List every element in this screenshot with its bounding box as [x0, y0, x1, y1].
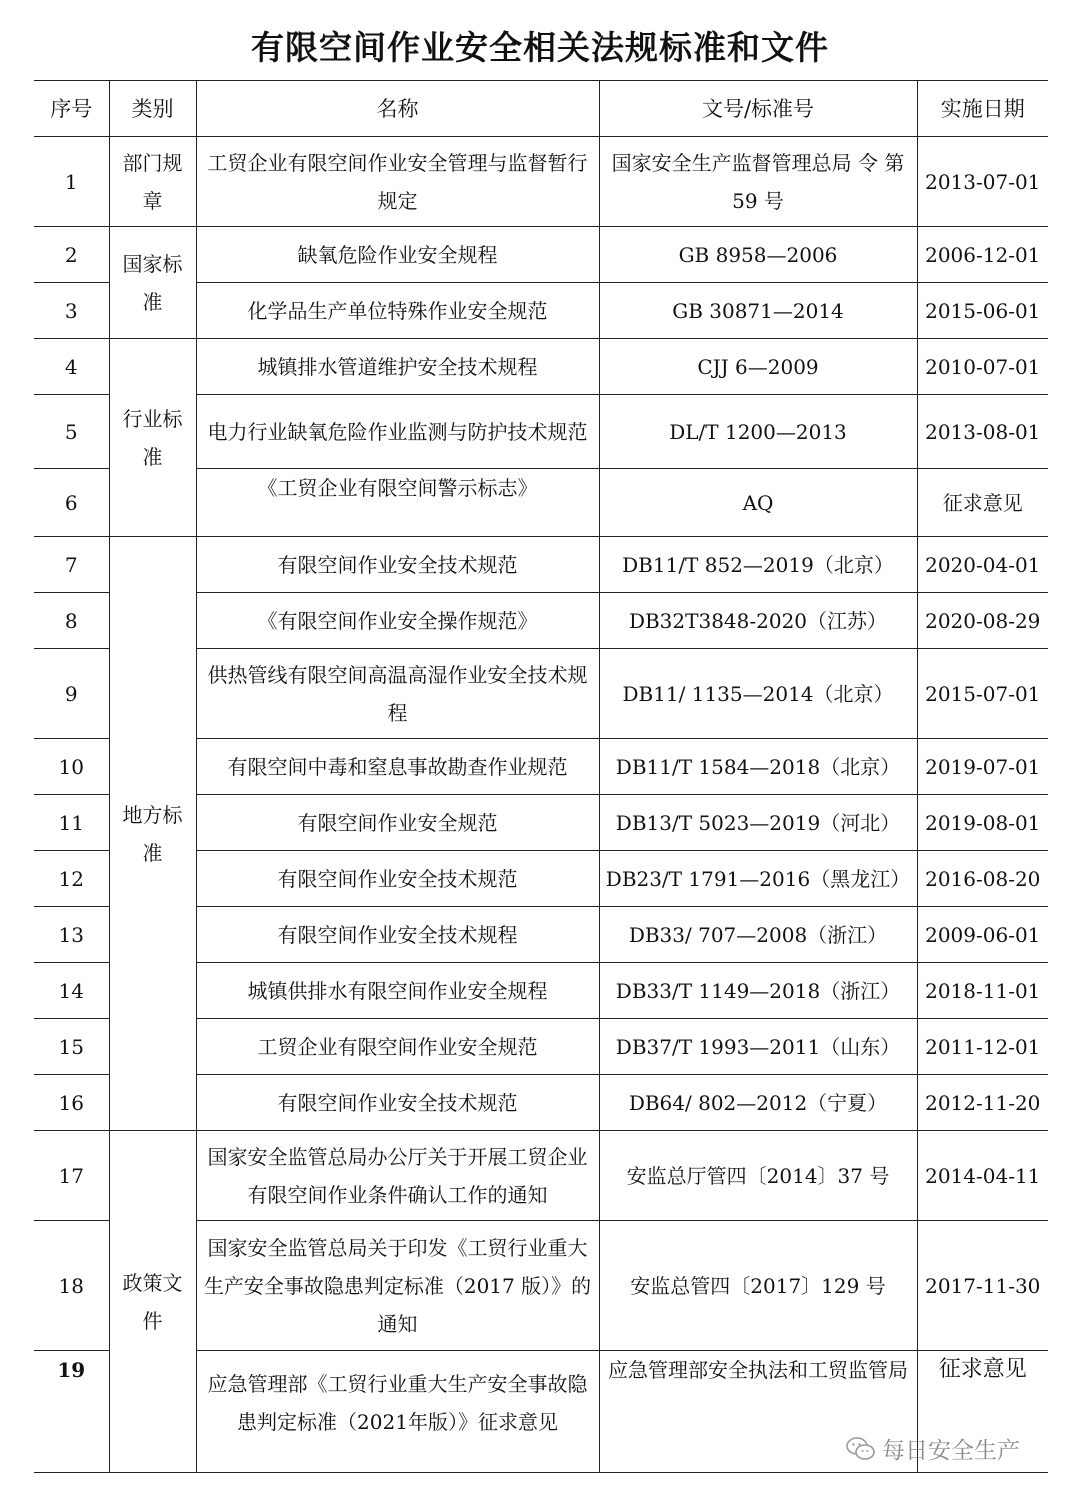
date-cell: 2016-08-20 [917, 851, 1048, 907]
code-cell: GB 8958—2006 [599, 227, 917, 283]
date-cell: 2015-06-01 [917, 283, 1048, 339]
seq-cell: 17 [34, 1131, 109, 1221]
date-cell: 征求意见 [917, 1351, 1048, 1473]
code-cell: DL/T 1200—2013 [599, 395, 917, 469]
date-cell: 2012-11-20 [917, 1075, 1048, 1131]
code-cell: DB33/T 1149—2018（浙江） [599, 963, 917, 1019]
name-cell: 有限空间中毒和窒息事故勘查作业规范 [196, 739, 599, 795]
seq-cell: 9 [34, 649, 109, 739]
code-cell: 国家安全生产监督管理总局 令 第 59 号 [599, 137, 917, 227]
name-cell: 有限空间作业安全技术规范 [196, 1075, 599, 1131]
watermark-text: 每日安全生产 [882, 1438, 1020, 1464]
date-cell: 2010-07-01 [917, 339, 1048, 395]
code-cell: DB33/ 707—2008（浙江） [599, 907, 917, 963]
seq-cell: 11 [34, 795, 109, 851]
seq-cell: 13 [34, 907, 109, 963]
date-cell: 2018-11-01 [917, 963, 1048, 1019]
table-row [34, 137, 1048, 227]
code-cell: AQ [599, 469, 917, 537]
code-cell: CJJ 6—2009 [599, 339, 917, 395]
code-cell: DB11/T 852—2019（北京） [599, 537, 917, 593]
table-row [34, 537, 1048, 593]
date-cell: 2019-08-01 [917, 795, 1048, 851]
date-cell: 2006-12-01 [917, 227, 1048, 283]
name-cell: 有限空间作业安全技术规范 [196, 537, 599, 593]
seq-cell: 10 [34, 739, 109, 795]
seq-cell: 8 [34, 593, 109, 649]
name-cell: 有限空间作业安全技术规范 [196, 851, 599, 907]
code-cell: 安监总厅管四〔2014〕37 号 [599, 1131, 917, 1221]
category-cell-policy: 政策文件 [109, 1131, 196, 1473]
name-cell: 城镇供排水有限空间作业安全规程 [196, 963, 599, 1019]
table-row [34, 227, 1048, 283]
code-cell: DB32T3848-2020（江苏） [599, 593, 917, 649]
code-cell: DB11/T 1584—2018（北京） [599, 739, 917, 795]
name-cell: 城镇排水管道维护安全技术规程 [196, 339, 599, 395]
seq-cell: 7 [34, 537, 109, 593]
name-cell: 电力行业缺氧危险作业监测与防护技术规范 [196, 395, 599, 469]
code-cell: DB11/ 1135—2014（北京） [599, 649, 917, 739]
name-cell: 工贸企业有限空间作业安全管理与监督暂行规定 [196, 137, 599, 227]
date-cell: 2013-08-01 [917, 395, 1048, 469]
seq-cell: 18 [34, 1221, 109, 1351]
seq-cell: 15 [34, 1019, 109, 1075]
code-cell: DB13/T 5023—2019（河北） [599, 795, 917, 851]
seq-cell: 16 [34, 1075, 109, 1131]
date-cell: 2014-04-11 [917, 1131, 1048, 1221]
seq-cell: 4 [34, 339, 109, 395]
name-cell: 有限空间作业安全技术规程 [196, 907, 599, 963]
name-cell: 工贸企业有限空间作业安全规范 [196, 1019, 599, 1075]
header-category: 类别 [109, 81, 196, 137]
category-cell-local: 地方标准 [109, 537, 196, 1131]
date-cell: 2009-06-01 [917, 907, 1048, 963]
name-cell: 《工贸企业有限空间警示标志》 [196, 469, 599, 537]
code-cell: 安监总管四〔2017〕129 号 [599, 1221, 917, 1351]
page-title: 有限空间作业安全相关法规标准和文件 [251, 28, 829, 67]
table-row [34, 1131, 1048, 1221]
date-cell: 2020-08-29 [917, 593, 1048, 649]
wechat-icon [846, 1436, 876, 1462]
header-seq: 序号 [34, 81, 109, 137]
seq-cell: 12 [34, 851, 109, 907]
watermark [846, 1432, 1020, 1465]
name-cell: 有限空间作业安全规范 [196, 795, 599, 851]
header-row [34, 81, 1048, 137]
header-code: 文号/标准号 [599, 81, 917, 137]
date-cell: 2013-07-01 [917, 137, 1048, 227]
table-row [34, 339, 1048, 395]
name-cell: 缺氧危险作业安全规程 [196, 227, 599, 283]
seq-cell: 2 [34, 227, 109, 283]
date-cell: 2019-07-01 [917, 739, 1048, 795]
date-cell: 2020-04-01 [917, 537, 1048, 593]
seq-cell: 14 [34, 963, 109, 1019]
date-cell: 2011-12-01 [917, 1019, 1048, 1075]
code-cell: GB 30871—2014 [599, 283, 917, 339]
seq-cell: 3 [34, 283, 109, 339]
name-cell: 应急管理部《工贸行业重大生产安全事故隐患判定标准（2021年版）》征求意见 [196, 1351, 599, 1473]
code-cell: DB23/T 1791—2016（黑龙江） [599, 851, 917, 907]
seq-cell: 19 [34, 1351, 109, 1473]
date-cell: 2017-11-30 [917, 1221, 1048, 1351]
name-cell: 国家安全监管总局办公厅关于开展工贸企业有限空间作业条件确认工作的通知 [196, 1131, 599, 1221]
date-cell: 征求意见 [917, 469, 1048, 537]
name-cell: 化学品生产单位特殊作业安全规范 [196, 283, 599, 339]
name-cell: 国家安全监管总局关于印发《工贸行业重大生产安全事故隐患判定标准（2017 版）》的通知 [196, 1221, 599, 1351]
code-cell: DB37/T 1993—2011（山东） [599, 1019, 917, 1075]
category-cell-industry: 行业标准 [109, 339, 196, 537]
category-cell-national: 国家标准 [109, 227, 196, 339]
regulations-table [34, 80, 1048, 1473]
date-cell: 2015-07-01 [917, 649, 1048, 739]
header-name: 名称 [196, 81, 599, 137]
code-cell: DB64/ 802—2012（宁夏） [599, 1075, 917, 1131]
seq-cell: 6 [34, 469, 109, 537]
category-cell-dept: 部门规章 [109, 137, 196, 227]
name-cell: 《有限空间作业安全操作规范》 [196, 593, 599, 649]
header-date: 实施日期 [917, 81, 1048, 137]
name-cell: 供热管线有限空间高温高湿作业安全技术规程 [196, 649, 599, 739]
seq-cell: 1 [34, 137, 109, 227]
seq-cell: 5 [34, 395, 109, 469]
code-cell: 应急管理部安全执法和工贸监管局 [599, 1351, 917, 1473]
